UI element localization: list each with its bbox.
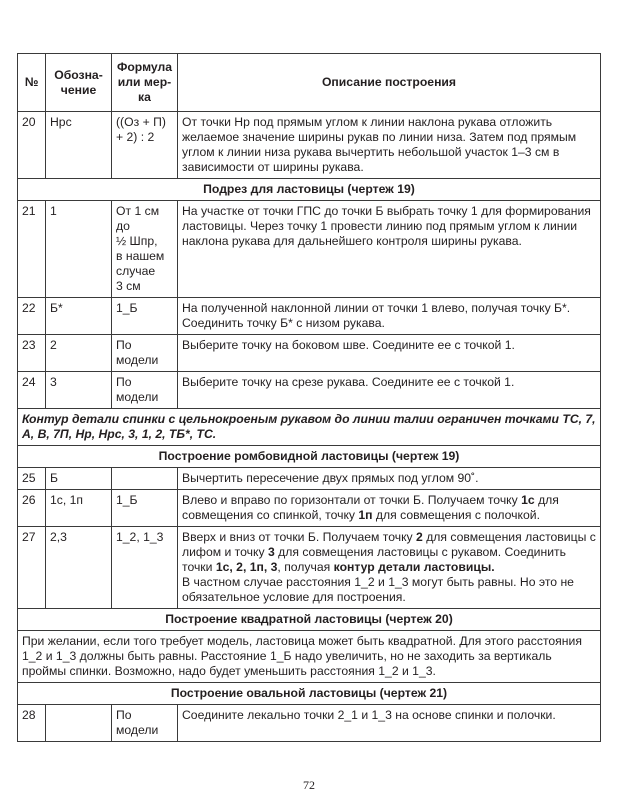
header-description: Описание построения	[178, 54, 601, 112]
table-row	[18, 201, 601, 298]
page-number: 72	[303, 778, 315, 792]
row-description: Вычертить пересечение двух прямых под углом 90˚.	[178, 468, 601, 490]
row-formula: По модели	[112, 372, 178, 409]
section-header	[18, 683, 601, 705]
row-label: 1с, 1п	[46, 490, 112, 527]
row-num: 25	[18, 468, 46, 490]
row-num: 28	[18, 705, 46, 742]
row-description: Соедините лекально точки 2_1 и 1_3 на основе спинки и полочки.	[178, 705, 601, 742]
row-num: 27	[18, 527, 46, 609]
row-num: 24	[18, 372, 46, 409]
row-formula: По модели	[112, 705, 178, 742]
header-num: №	[18, 54, 46, 112]
row-formula: 1_Б	[112, 490, 178, 527]
row-description: Выберите точку на боковом шве. Соедините ее с точкой 1.	[178, 335, 601, 372]
row-description: Выберите точку на срезе рукава. Соедините ее с точкой 1.	[178, 372, 601, 409]
header-designation: Обозна- чение	[46, 54, 112, 112]
section-title: Построение квадратной ластовицы (чертеж 20)	[18, 609, 601, 631]
row-num: 26	[18, 490, 46, 527]
table-row	[18, 490, 601, 527]
row-description: Влево и вправо по горизонтали от точки Б. Получаем точку 1с для совмещения со спинкой, точку 1п для совмещения с полочкой.	[178, 490, 601, 527]
row-label: 3	[46, 372, 112, 409]
table-row	[18, 112, 601, 179]
header-formula: Формула или мер- ка	[112, 54, 178, 112]
square-gusset-paragraph: При желании, если того требует модель, ластовица может быть квадратной. Для этого расстояния 1_2 и 1_3 должны быть равны. Расстояние 1_Б надо увеличить, но не заходить за вертикаль проймы спинки. Возможно, надо будет уменьшить расстояния 1_2 и 1_3.	[18, 631, 601, 683]
construction-table	[17, 53, 601, 742]
section-header	[18, 179, 601, 201]
row-num: 20	[18, 112, 46, 179]
row-description: От точки Нр под прямым углом к линии наклона рукава отложить желаемое значение ширины рукав по линии низа. Затем под прямым углом к линии низа рукава вычертить небольшой участок 1–3 см в зависимости от ширины рукава.	[178, 112, 601, 179]
row-label: 2	[46, 335, 112, 372]
row-num: 22	[18, 298, 46, 335]
section-title: Построение ромбовидной ластовицы (чертеж 19)	[18, 446, 601, 468]
table-row	[18, 527, 601, 609]
row-label: 1	[46, 201, 112, 298]
row-description: На участке от точки ГПС до точки Б выбрать точку 1 для формирования ластовицы. Через точку 1 провести линию под прямым углом к линии наклона рукава для дальнейшего контроля ширины рукава.	[178, 201, 601, 298]
table-row	[18, 705, 601, 742]
section-header	[18, 446, 601, 468]
square-gusset-paragraph-row	[18, 631, 601, 683]
row-num: 21	[18, 201, 46, 298]
section-title: Построение овальной ластовицы (чертеж 21)	[18, 683, 601, 705]
row-description: Вверх и вниз от точки Б. Получаем точку 2 для совмещения ластовицы с лифом и точку 3 для совмещения ластовицы с рукавом. Соединить точки 1с, 2, 1п, 3, получая контур детали ластовицы. В частном случае расстояния 1_2 и 1_3 могут быть равны. Но это не обязательное условие для построения.	[178, 527, 601, 609]
row-num: 23	[18, 335, 46, 372]
row-formula: ((Оз + П) + 2) : 2	[112, 112, 178, 179]
table-row	[18, 372, 601, 409]
row-label: Нрс	[46, 112, 112, 179]
header-row	[18, 54, 601, 112]
row-formula	[112, 468, 178, 490]
row-formula: 1_2, 1_3	[112, 527, 178, 609]
row-label: Б*	[46, 298, 112, 335]
contour-note-row	[18, 409, 601, 446]
table-row	[18, 335, 601, 372]
row-formula: От 1 см до ½ Шпр, в нашем случае 3 см	[112, 201, 178, 298]
row-label	[46, 705, 112, 742]
row-label: 2,3	[46, 527, 112, 609]
table-row	[18, 298, 601, 335]
row-description: На полученной наклонной линии от точки 1 влево, получая точку Б*. Соединить точку Б* с низом рукава.	[178, 298, 601, 335]
section-header	[18, 609, 601, 631]
row-label: Б	[46, 468, 112, 490]
table-row	[18, 468, 601, 490]
contour-note: Контур детали спинки с цельнокроеным рукавом до линии талии ограничен точками ТС, 7, А, В, 7П, Нр, Нрс, 3, 1, 2, ТБ*, ТС.	[18, 409, 601, 446]
row-formula: По модели	[112, 335, 178, 372]
section-title: Подрез для ластовицы (чертеж 19)	[18, 179, 601, 201]
row-formula: 1_Б	[112, 298, 178, 335]
